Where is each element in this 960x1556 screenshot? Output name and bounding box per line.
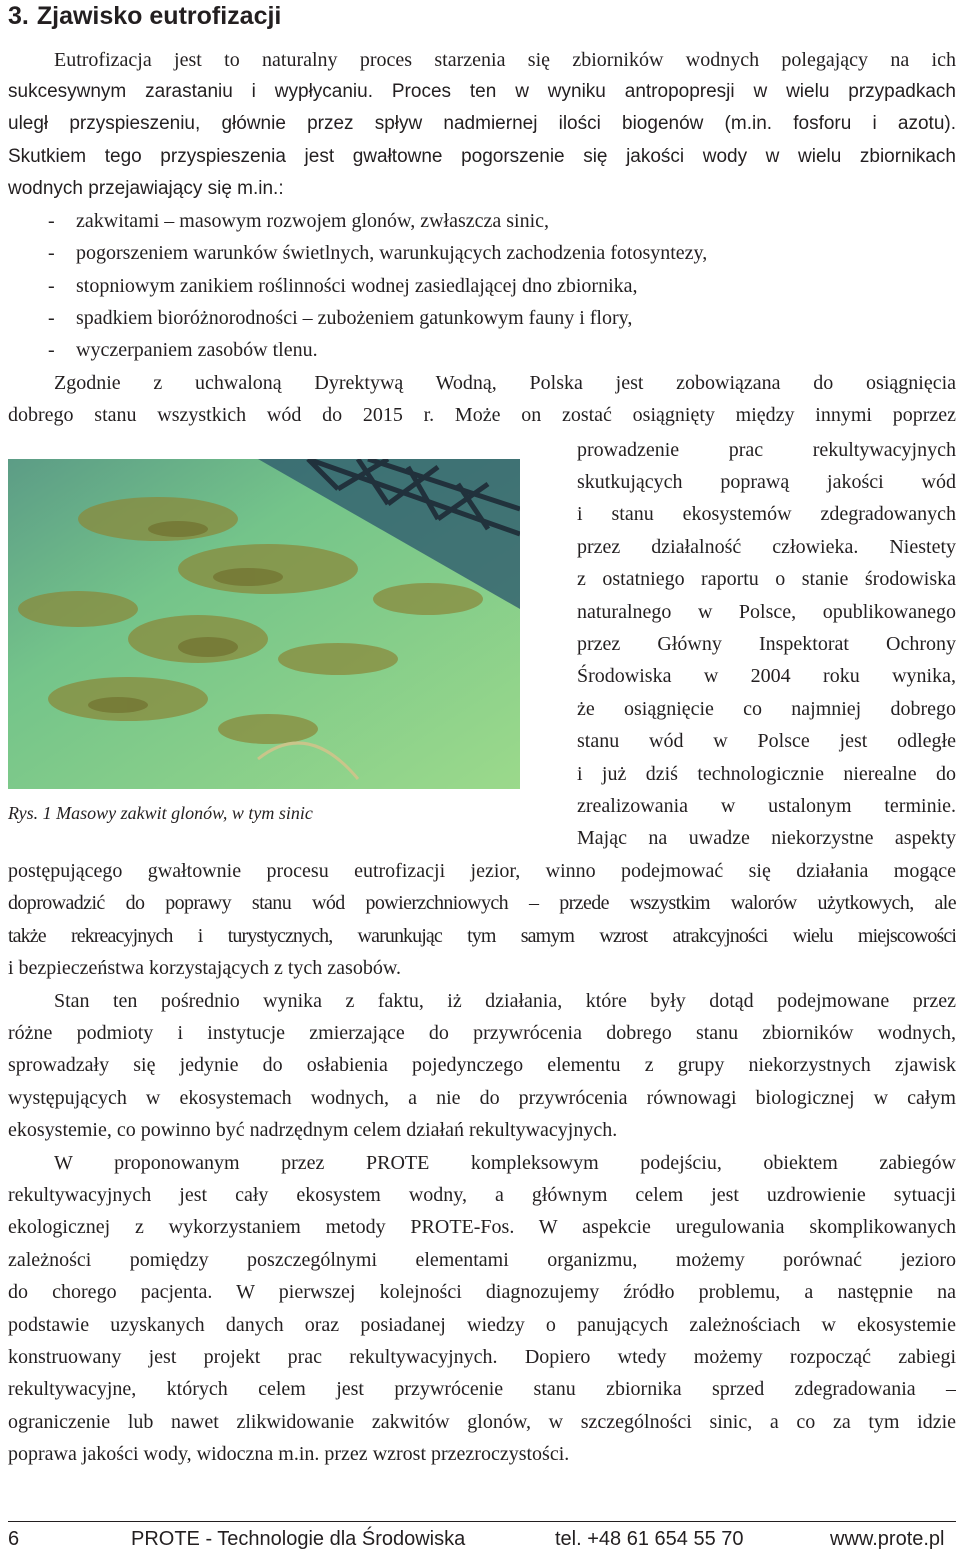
list-item-text: pogorszeniem warunków świetlnych, warunkujących zachodzenia fotosyntezy, bbox=[76, 242, 708, 264]
paragraph-3-line: i bezpieczeństwa korzystających z tych zasobów. bbox=[8, 957, 401, 979]
paragraph-4-line: sprowadzały się jedynie do osłabienia pojedynczego elementu z grupy niekorzystnych zjawisk bbox=[8, 1054, 956, 1076]
paragraph-5-line: do chorego pacjenta. W pierwszej kolejności diagnozujemy źródło problemu, a następnie na bbox=[8, 1281, 956, 1303]
column-line: prowadzenie prac rekultywacyjnych bbox=[577, 439, 956, 461]
paragraph-2-line: Zgodnie z uchwaloną Dyrektywą Wodną, Polska jest zobowiązana do osiągnięcia bbox=[54, 372, 956, 394]
column-line: stanu wód w Polsce jest odległe bbox=[577, 730, 956, 752]
list-marker: - bbox=[48, 307, 55, 329]
list-item bbox=[48, 334, 318, 366]
list-item bbox=[48, 205, 549, 237]
figure-caption: Rys. 1 Masowy zakwit glonów, w tym sinic bbox=[8, 803, 313, 823]
paragraph-5-line: poprawa jakości wody, widoczna m.in. przez wzrost przezroczystości. bbox=[8, 1443, 570, 1465]
column-line: i już dziś technologicznie nierealne do bbox=[577, 763, 956, 785]
paragraph-5-line: W proponowanym przez PROTE kompleksowym podejściu, obiektem zabiegów bbox=[54, 1152, 956, 1174]
paragraph-4-line: występujących w ekosystemach wodnych, a nie do przywrócenia równowagi biologicznej w całym bbox=[8, 1087, 956, 1109]
paragraph-5-line: rekultywacyjne, których celem jest przywrócenie stanu zbiornika sprzed zdegradowania – bbox=[8, 1378, 956, 1400]
paragraph-5-line: podstawie uzyskanych danych oraz posiadanej wiedzy o panujących zależnościach w ekosystemie bbox=[8, 1314, 956, 1336]
paragraph-5-line: zależności pomiędzy poszczególnymi elementami organizmu, możemy porównać jezioro bbox=[8, 1249, 956, 1271]
list-marker: - bbox=[48, 242, 55, 264]
list-item-text: spadkiem bioróżnorodności – zubożeniem gatunkowym fauny i flory, bbox=[76, 307, 633, 329]
paragraph-5-line: ekologicznej z wykorzystaniem metody PROTE-Fos. W aspekcie uregulowania skomplikowanych bbox=[8, 1216, 956, 1238]
list-item-text: wyczerpaniem zasobów tlenu. bbox=[76, 339, 318, 361]
paragraph-3-line: także rekreacyjnych i turystycznych, warunkując tym samym wzrost atrakcyjności wielu miejscowości bbox=[8, 925, 956, 947]
paragraph-1-line: Skutkiem tego przyspieszenia jest gwałtowne pogorszenie się jakości wody w wielu zbiornikach bbox=[8, 146, 956, 167]
section-title: Zjawisko eutrofizacji bbox=[36, 2, 282, 30]
paragraph-5-line: rekultywacyjnych jest cały ekosystem wodny, a głównym celem jest uzdrowienie sytuacji bbox=[8, 1184, 956, 1206]
footer-phone: tel. +48 61 654 55 70 bbox=[555, 1528, 744, 1550]
column-line: przez Główny Inspektorat Ochrony bbox=[577, 633, 956, 655]
list-item bbox=[48, 270, 638, 302]
footer-website-link[interactable]: www.prote.pl bbox=[830, 1528, 945, 1550]
column-line: skutkujących poprawą jakości wód bbox=[577, 471, 956, 493]
list-item-text: stopniowym zanikiem roślinności wodnej zasiedlającej dno zbiornika, bbox=[76, 275, 638, 297]
list-item-text: zakwitami – masowym rozwojem glonów, zwłaszcza sinic, bbox=[76, 210, 550, 232]
column-line: zrealizowania w ustalonym terminie. bbox=[577, 795, 956, 817]
algae-bloom-photo bbox=[8, 459, 520, 789]
list-marker: - bbox=[48, 339, 55, 361]
paragraph-3-line: postępującego gwałtownie procesu eutrofizacji jezior, winno podejmować się działania mogące bbox=[8, 860, 956, 882]
section-number: 3. bbox=[8, 2, 29, 30]
list-item bbox=[48, 237, 707, 269]
paragraph-4-line: Stan ten pośrednio wynika z faktu, iż działania, które były dotąd podejmowane przez bbox=[54, 990, 956, 1012]
column-line: przez działalność człowieka. Niestety bbox=[577, 536, 956, 558]
column-line: Środowiska w 2004 roku wynika, bbox=[577, 665, 956, 687]
column-line: i stanu ekosystemów zdegradowanych bbox=[577, 503, 956, 525]
paragraph-1-line: uległ przyspieszeniu, głównie przez spływ nadmiernej ilości biogenów (m.in. fosforu i azotu). bbox=[8, 113, 956, 134]
paragraph-3-line: doprowadzić do poprawy stanu wód powierzchniowych – przede wszystkim walorów użytkowych, ale bbox=[8, 892, 956, 914]
column-line: naturalnego w Polsce, opublikowanego bbox=[577, 601, 956, 623]
column-line: z ostatniego raportu o stanie środowiska bbox=[577, 568, 956, 590]
column-line: Mając na uwadze niekorzystne aspekty bbox=[577, 827, 956, 849]
list-item bbox=[48, 302, 632, 334]
column-line: że osiągnięcie co najmniej dobrego bbox=[577, 698, 956, 720]
paragraph-1-line: wodnych przejawiający się m.in.: bbox=[8, 178, 284, 199]
list-marker: - bbox=[48, 210, 55, 232]
paragraph-1-line: sukcesywnym zarastaniu i wypłycaniu. Proces ten w wyniku antropopresji w wielu przypadkach bbox=[8, 81, 956, 102]
section-heading bbox=[8, 0, 281, 32]
paragraph-4-line: różne podmioty i instytucje zmierzające do przywrócenia dobrego stanu zbiorników wodnych, bbox=[8, 1022, 956, 1044]
paragraph-1-line: Eutrofizacja jest to naturalny proces starzenia się zbiorników wodnych polegający na ich bbox=[54, 49, 956, 71]
paragraph-2-line: dobrego stanu wszystkich wód do 2015 r. Może on zostać osiągnięty między innymi poprzez bbox=[8, 404, 956, 426]
paragraph-5-line: ograniczenie lub nawet zlikwidowanie zakwitów glonów, w szczególności sinic, a co za tym idzie bbox=[8, 1411, 956, 1433]
footer-company: PROTE - Technologie dla Środowiska bbox=[131, 1528, 466, 1550]
algae-bloom-illustration bbox=[8, 459, 520, 789]
paragraph-5-line: konstruowany jest projekt prac rekultywacyjnych. Dopiero wtedy możemy rozpocząć zabiegi bbox=[8, 1346, 956, 1368]
footer-divider bbox=[8, 1521, 956, 1522]
page-number: 6 bbox=[8, 1528, 20, 1550]
list-marker: - bbox=[48, 275, 55, 297]
paragraph-4-line: ekosystemie, co powinno być nadrzędnym celem działań rekultywacyjnych. bbox=[8, 1119, 618, 1141]
